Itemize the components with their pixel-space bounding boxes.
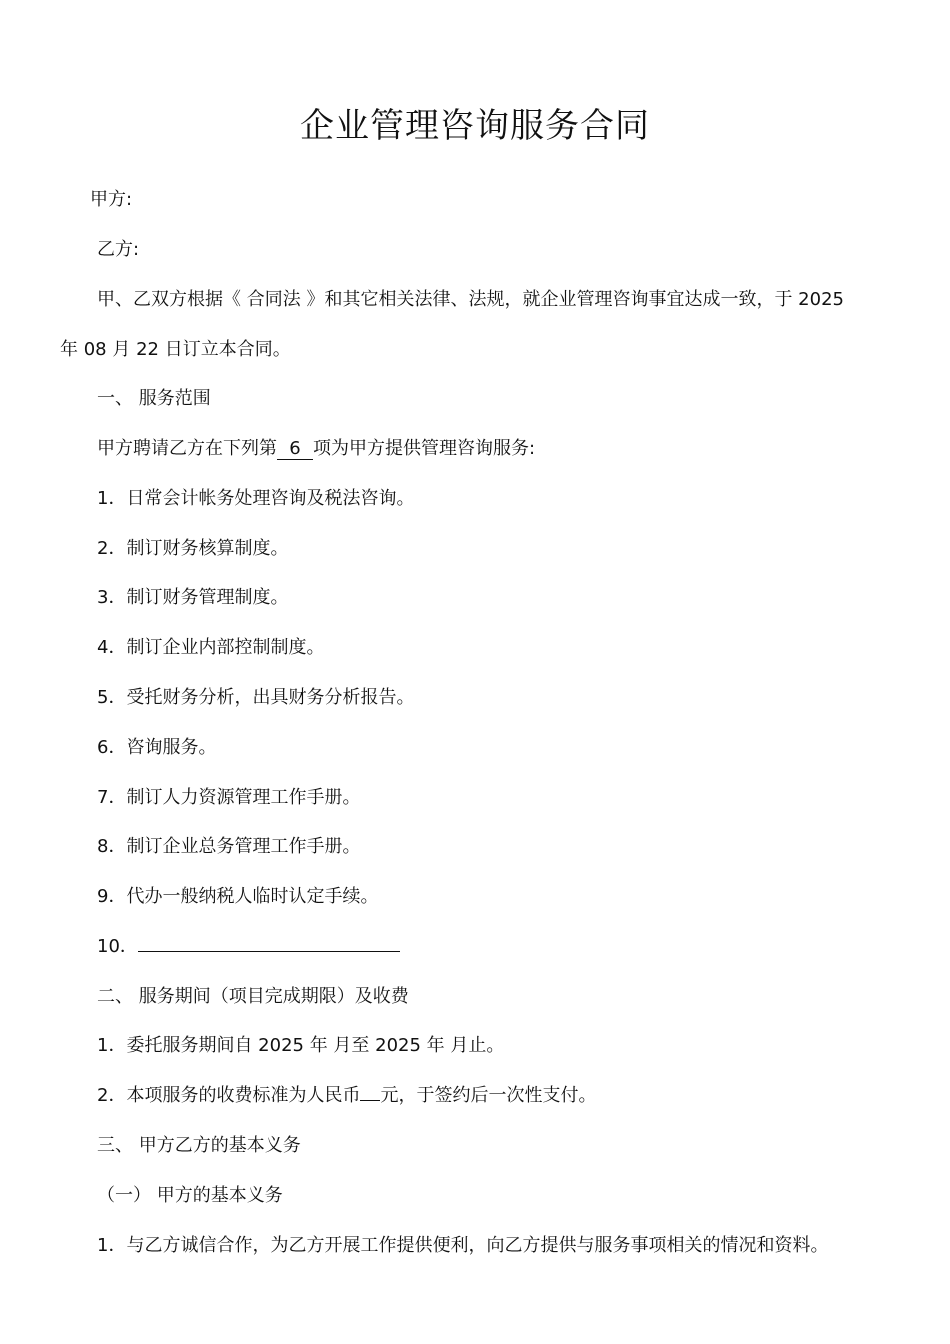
service-item-10 — [97, 934, 400, 960]
service-item-4: 4．制订企业内部控制制度。 — [97, 637, 325, 658]
intro-paragraph-line-1: 甲、乙双方根据《 合同法 》和其它相关法律、法规，就企业管理咨询事宜达成一致，于 2025 — [97, 289, 844, 310]
fee-line — [97, 1083, 596, 1109]
service-item-7: 7．制订人力资源管理工作手册。 — [97, 787, 361, 808]
hire-item-number: 6 — [277, 439, 313, 460]
service-item-6: 6．咨询服务。 — [97, 737, 217, 758]
service-item-2: 2．制订财务核算制度。 — [97, 538, 289, 559]
service-item-8: 8．制订企业总务管理工作手册。 — [97, 836, 361, 857]
contract-title: 企业管理咨询服务合同 — [300, 106, 650, 146]
section-3-heading: 三、 甲方乙方的基本义务 — [97, 1135, 301, 1156]
hire-suffix: 项为甲方提供管理咨询服务: — [313, 438, 536, 459]
party-a-obligation-1: 1．与乙方诚信合作，为乙方开展工作提供便利，向乙方提供与服务事项相关的情况和资料。 — [97, 1235, 829, 1256]
party-b-label: 乙方: — [97, 239, 140, 260]
service-item-9: 9．代办一般纳税人临时认定手续。 — [97, 886, 379, 907]
hire-prefix: 甲方聘请乙方在下列第 — [97, 438, 277, 459]
service-item-3: 3．制订财务管理制度。 — [97, 587, 289, 608]
service-item-5: 5．受托财务分析，出具财务分析报告。 — [97, 687, 415, 708]
service-item-10-label: 10． — [97, 936, 138, 957]
hire-sentence — [97, 436, 535, 462]
service-term-line: 1．委托服务期间自 2025 年 月至 2025 年 月止。 — [97, 1035, 505, 1056]
section-2-heading: 二、 服务期间（项目完成期限）及收费 — [97, 986, 409, 1007]
section-1-heading: 一、 服务范围 — [97, 388, 211, 409]
subsection-a-heading: （一） 甲方的基本义务 — [97, 1185, 283, 1206]
fee-prefix: 2．本项服务的收费标准为人民币 — [97, 1085, 361, 1106]
service-item-1: 1．日常会计帐务处理咨询及税法咨询。 — [97, 488, 415, 509]
fee-suffix: 元，于签约后一次性支付。 — [380, 1085, 597, 1106]
party-a-label: 甲方: — [90, 189, 133, 210]
service-item-10-blank — [138, 951, 400, 952]
fee-amount-blank — [360, 1100, 380, 1101]
intro-paragraph-line-2: 年 08 月 22 日订立本合同。 — [60, 339, 291, 360]
